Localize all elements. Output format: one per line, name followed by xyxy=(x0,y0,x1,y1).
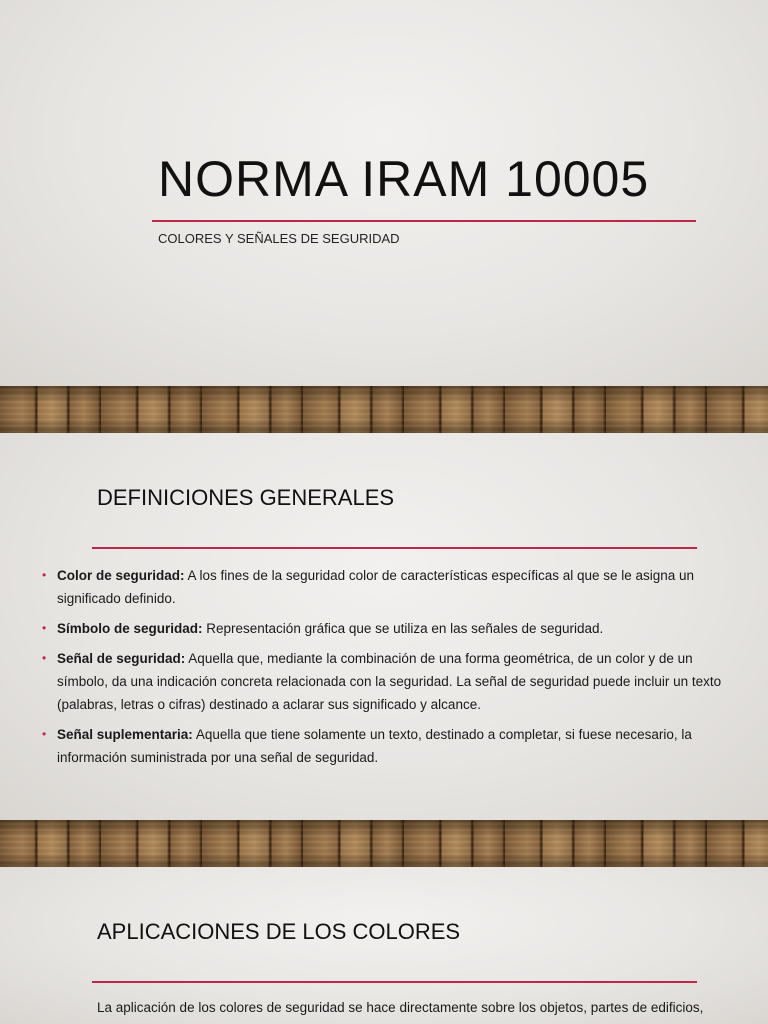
bullet-icon: • xyxy=(42,568,47,582)
applications-divider xyxy=(92,981,697,983)
definition-term: Señal suplementaria: xyxy=(57,727,193,742)
definition-item xyxy=(40,723,730,769)
definitions-divider xyxy=(92,547,697,549)
definition-term: Símbolo de seguridad: xyxy=(57,621,203,636)
title-divider xyxy=(152,220,696,222)
definition-text: Aquella que tiene solamente un texto, destinado a completar, si fuese necesario, la información suministrada por una señal de seguridad. xyxy=(57,727,692,765)
definition-item xyxy=(40,564,730,610)
wood-floor-divider xyxy=(0,820,768,867)
definition-term: Señal de seguridad: xyxy=(57,651,186,666)
definition-text: Aquella que, mediante la combinación de una forma geométrica, de un color y de un símbolo, da una indicación concreta relacionada con la seguridad. La señal de seguridad puede incluir un texto (palabras, letras o cifras) destinado a aclarar sus significado y alcance. xyxy=(57,651,722,712)
slide-title xyxy=(0,0,768,386)
bullet-icon: • xyxy=(42,621,47,635)
bullet-icon: • xyxy=(42,651,47,665)
bullet-icon: • xyxy=(42,727,47,741)
slide-subtitle: COLORES Y SEÑALES DE SEGURIDAD xyxy=(158,231,400,246)
definition-text: Representación gráfica que se utiliza en las señales de seguridad. xyxy=(202,621,604,636)
applications-paragraph: La aplicación de los colores de seguridad se hace directamente sobre los objetos, partes de edificios, xyxy=(97,1000,704,1015)
wood-floor-divider xyxy=(0,386,768,433)
slide-title-heading: NORMA IRAM 10005 xyxy=(158,151,650,207)
applications-heading: APLICACIONES DE LOS COLORES xyxy=(97,919,461,944)
definition-term: Color de seguridad: xyxy=(57,568,185,583)
definition-text: A los fines de la seguridad color de características específicas al que se le asigna un significado definido. xyxy=(57,568,695,606)
definitions-heading: DEFINICIONES GENERALES xyxy=(97,485,395,510)
definition-item xyxy=(40,647,730,716)
definitions-list xyxy=(40,564,730,776)
definition-item xyxy=(40,617,730,640)
